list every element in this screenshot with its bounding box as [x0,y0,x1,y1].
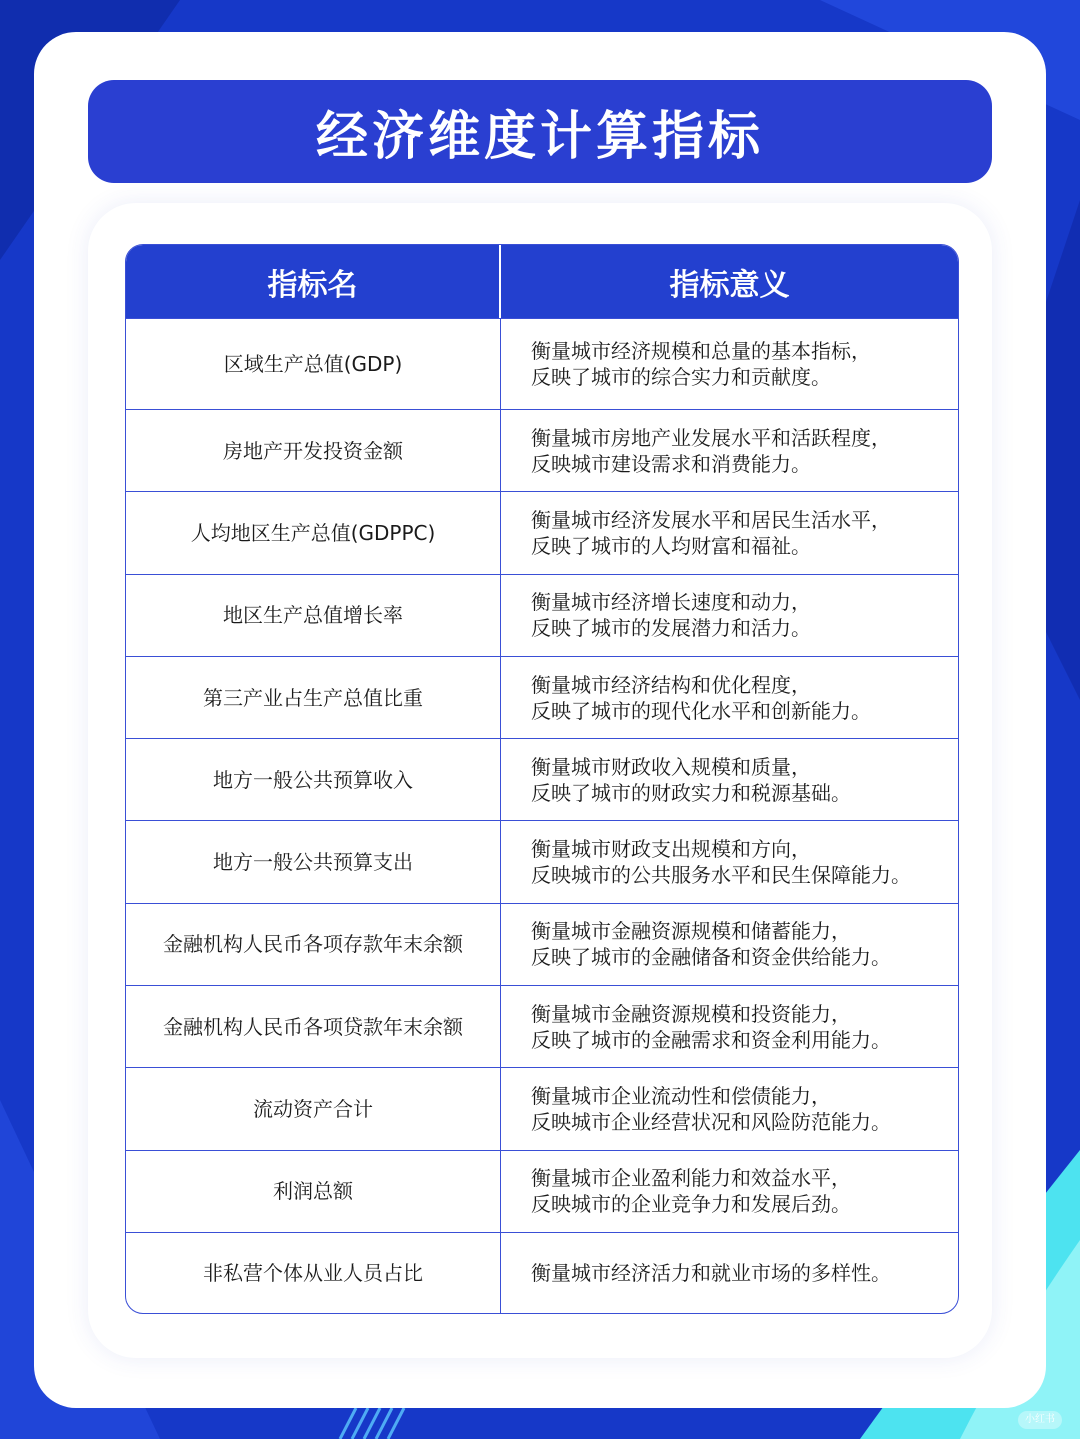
table-body [126,318,958,1314]
indicator-name-cell: 人均地区生产总值(GDPPC) [126,492,501,573]
indicator-meaning-cell [501,319,958,409]
indicator-name-cell: 地区生产总值增长率 [126,575,501,656]
meaning-text-line: 衡量城市经济发展水平和居民生活水平， [531,507,891,532]
table-row [126,985,958,1067]
meaning-text-line: 反映城市的企业竞争力和发展后劲。 [531,1192,851,1217]
indicator-name-cell: 地方一般公共预算收入 [126,739,501,820]
meaning-text-line: 反映了城市的综合实力和贡献度。 [531,365,831,389]
indicator-meaning-cell [501,575,958,656]
meaning-text-line: 衡量城市财政收入规模和质量， [531,754,811,779]
indicator-name-cell: 非私营个体从业人员占比 [126,1233,501,1314]
title-banner [88,80,992,183]
meaning-text-line: 衡量城市企业流动性和偿债能力， [531,1084,831,1109]
indicator-meaning-cell [501,1068,958,1149]
indicator-name-cell: 流动资产合计 [126,1068,501,1149]
meaning-text-line: 衡量城市经济结构和优化程度， [531,672,811,697]
meaning-text-line: 反映城市建设需求和消费能力。 [531,451,811,476]
table-header [126,245,958,318]
table-row [126,1232,958,1314]
meaning-text-line: 反映了城市的发展潜力和活力。 [531,616,811,641]
meaning-text-line: 衡量城市经济活力和就业市场的多样性。 [531,1261,891,1286]
table-row [126,903,958,985]
meaning-text-line: 反映了城市的财政实力和税源基础。 [531,780,851,805]
indicator-meaning-cell [501,739,958,820]
table-row [126,574,958,656]
table-row [126,656,958,738]
meaning-text-line: 衡量城市房地产业发展水平和活跃程度， [531,425,891,450]
meaning-text-line: 反映城市的公共服务水平和民生保障能力。 [531,863,911,888]
meaning-text-line: 反映了城市的金融储备和资金供给能力。 [531,945,891,970]
table-row [126,738,958,820]
indicator-name-cell: 金融机构人民币各项存款年末余额 [126,904,501,985]
meaning-text-line: 衡量城市经济规模和总量的基本指标， [531,339,871,363]
indicator-name-cell: 房地产开发投资金额 [126,410,501,491]
indicator-name-cell: 第三产业占生产总值比重 [126,657,501,738]
watermark-logo: 小红书 [1018,1411,1062,1429]
meaning-text-line: 衡量城市经济增长速度和动力， [531,590,811,615]
meaning-text-line: 衡量城市金融资源规模和投资能力， [531,1001,851,1026]
header-indicator-name: 指标名 [126,245,501,318]
indicator-table [125,244,959,1314]
indicator-meaning-cell [501,1233,958,1314]
table-row [126,409,958,491]
page-title: 经济维度计算指标 [315,107,764,167]
indicator-meaning-cell [501,410,958,491]
indicator-name-cell: 地方一般公共预算支出 [126,821,501,902]
meaning-text-line: 衡量城市财政支出规模和方向， [531,837,811,862]
table-row [126,491,958,573]
indicator-name-cell: 区域生产总值(GDP) [126,319,501,409]
meaning-text-line: 反映了城市的现代化水平和创新能力。 [531,698,871,723]
meaning-text-line: 衡量城市金融资源规模和储蓄能力， [531,919,851,944]
meaning-text-line: 反映了城市的金融需求和资金利用能力。 [531,1027,891,1052]
table-row [126,318,958,409]
table-row [126,1150,958,1232]
indicator-name-cell: 利润总额 [126,1151,501,1232]
indicator-meaning-cell [501,904,958,985]
header-indicator-meaning: 指标意义 [669,267,790,303]
indicator-name-cell: 金融机构人民币各项贷款年末余额 [126,986,501,1067]
meaning-text-line: 反映了城市的人均财富和福祉。 [531,533,811,558]
indicator-meaning-cell [501,821,958,902]
table-row [126,1067,958,1149]
meaning-text-line: 衡量城市企业盈利能力和效益水平， [531,1166,851,1191]
meaning-text-line: 反映城市企业经营状况和风险防范能力。 [531,1110,891,1135]
table-row [126,820,958,902]
indicator-meaning-cell [501,657,958,738]
indicator-meaning-cell [501,1151,958,1232]
indicator-meaning-cell [501,492,958,573]
indicator-meaning-cell [501,986,958,1067]
